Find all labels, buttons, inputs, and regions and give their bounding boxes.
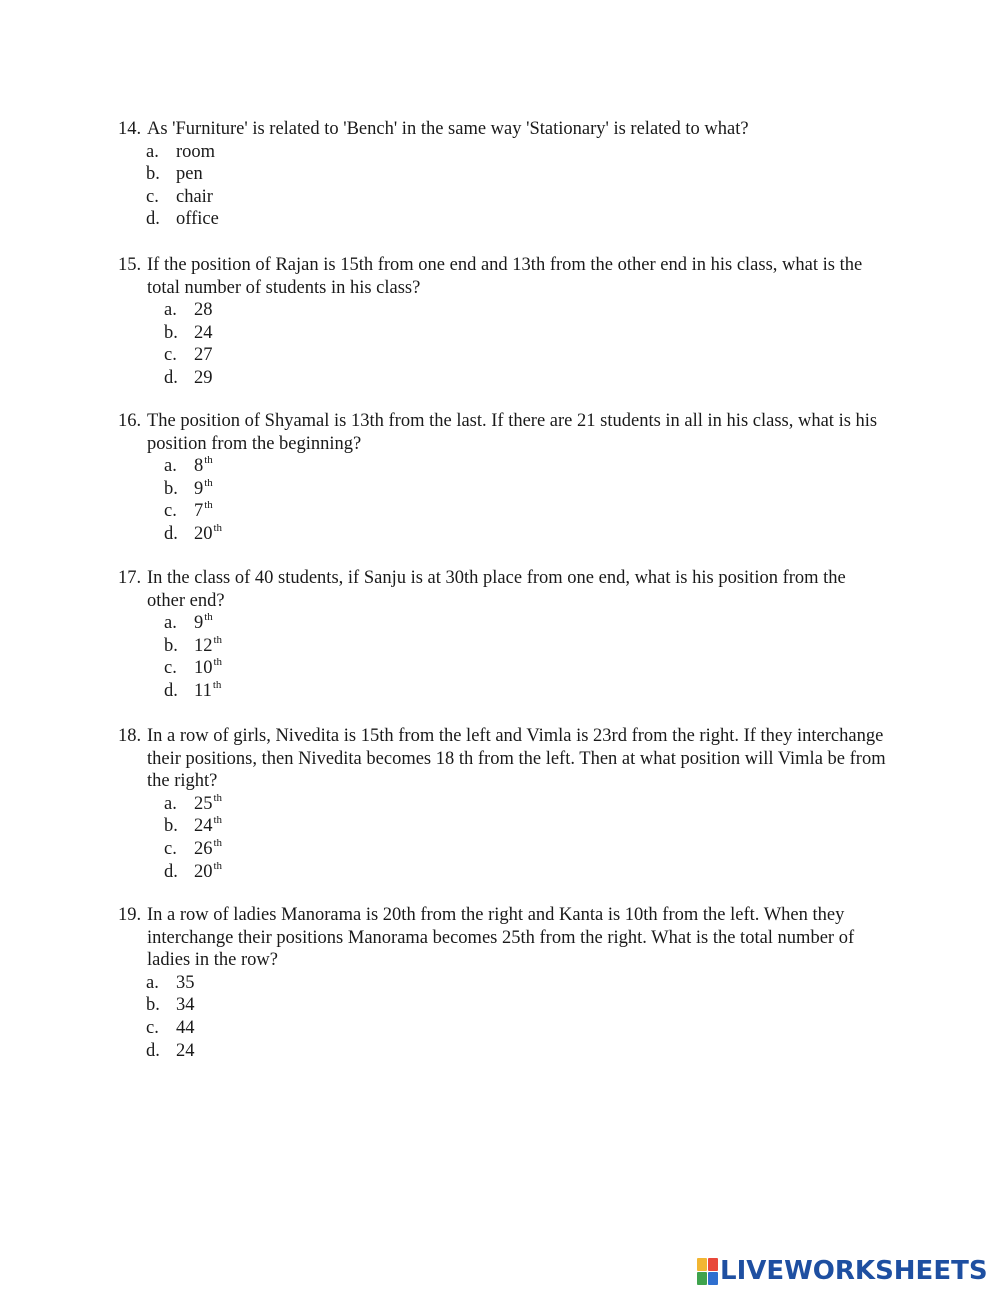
ordinal-suffix: th — [204, 499, 213, 512]
option-letter: b. — [164, 635, 178, 656]
option-b — [118, 322, 888, 345]
option-text — [176, 1040, 195, 1063]
question-text: The position of Shyamal is 13th from the last. If there are 21 students in all in his class, what is his position from the beginning? — [147, 411, 878, 454]
option-value: chair — [176, 186, 213, 207]
option-letter: a. — [164, 456, 177, 477]
option-value: 26 — [194, 838, 213, 859]
option-letter: b. — [146, 995, 160, 1016]
question-stem — [118, 254, 888, 299]
option-d — [118, 861, 888, 884]
question-stem — [118, 410, 888, 455]
option-letter: a. — [164, 300, 177, 321]
option-text — [194, 322, 213, 345]
option-letter: d. — [164, 523, 178, 544]
option-value: 24 — [194, 322, 213, 343]
option-d — [118, 523, 888, 546]
option-value: 20 — [194, 861, 213, 882]
liveworksheets-logo-icon — [697, 1258, 717, 1284]
option-letter: c. — [164, 501, 177, 522]
option-letter: a. — [164, 793, 177, 814]
option-value: 9 — [194, 478, 204, 499]
option-letter: c. — [164, 658, 177, 679]
ordinal-suffix: th — [204, 476, 213, 489]
option-a — [118, 455, 888, 478]
ordinal-suffix: th — [213, 836, 223, 849]
question-15 — [118, 254, 888, 390]
option-text — [176, 208, 219, 231]
logo-tile — [697, 1272, 707, 1285]
question-stem — [118, 118, 888, 141]
question-text: In the class of 40 students, if Sanju is at 30th place from one end, what is his position from the other end? — [147, 568, 846, 611]
option-letter: a. — [146, 141, 159, 162]
option-letter: c. — [164, 345, 177, 366]
option-a — [118, 299, 888, 322]
option-value: room — [176, 141, 216, 162]
ordinal-suffix: th — [213, 656, 223, 669]
option-letter: d. — [164, 367, 178, 388]
option-list — [118, 455, 888, 545]
option-list — [118, 972, 888, 1062]
ordinal-suffix: th — [213, 859, 223, 872]
option-text — [176, 972, 195, 995]
option-value: 25 — [194, 793, 213, 814]
option-c — [118, 1017, 888, 1040]
option-text — [194, 367, 213, 390]
logo-tile — [708, 1258, 718, 1271]
option-text — [194, 523, 222, 548]
option-c — [118, 344, 888, 367]
option-c — [118, 838, 888, 861]
option-letter: a. — [146, 972, 159, 993]
logo-tile — [708, 1272, 718, 1285]
option-letter: c. — [146, 1017, 159, 1038]
option-value: 34 — [176, 995, 195, 1016]
question-17 — [118, 567, 888, 703]
option-value: pen — [176, 164, 203, 185]
question-16 — [118, 410, 888, 546]
option-list — [118, 612, 888, 702]
option-text — [194, 612, 213, 637]
logo-tile — [697, 1258, 707, 1271]
option-value: 11 — [194, 680, 212, 701]
option-text — [194, 838, 222, 863]
option-text — [176, 141, 215, 164]
option-d — [118, 680, 888, 703]
option-a — [118, 141, 888, 164]
option-a — [118, 612, 888, 635]
option-a — [118, 793, 888, 816]
option-text — [176, 186, 213, 209]
option-c — [118, 657, 888, 680]
option-letter: d. — [164, 680, 178, 701]
option-d — [118, 208, 888, 231]
option-text — [176, 994, 195, 1017]
option-c — [118, 500, 888, 523]
option-letter: d. — [146, 1040, 160, 1061]
option-letter: b. — [164, 322, 178, 343]
question-number: 16. — [118, 411, 142, 431]
option-d — [118, 1040, 888, 1063]
liveworksheets-logo — [697, 1256, 988, 1286]
option-value: 27 — [194, 345, 213, 366]
option-value: 44 — [176, 1017, 195, 1038]
question-text: In a row of girls, Nivedita is 15th from the left and Vimla is 23rd from the right. If they interchange their positions, then Nivedita becomes 18 th from the left. Then at what position will Vimla be from the right? — [147, 726, 886, 792]
question-14 — [118, 118, 888, 231]
question-text: As 'Furniture' is related to 'Bench' in the same way 'Stationary' is related to what? — [147, 119, 749, 139]
option-text — [176, 1017, 195, 1040]
ordinal-suffix: th — [204, 611, 213, 624]
ordinal-suffix: th — [213, 791, 223, 804]
option-d — [118, 367, 888, 390]
option-text — [194, 861, 222, 886]
option-c — [118, 186, 888, 209]
option-value: 28 — [194, 300, 213, 321]
option-letter: c. — [146, 186, 159, 207]
question-19 — [118, 904, 888, 1062]
question-stem — [118, 725, 888, 793]
option-value: 10 — [194, 658, 213, 679]
option-letter: a. — [164, 613, 177, 634]
question-number: 18. — [118, 726, 142, 746]
option-letter: b. — [164, 816, 178, 837]
ordinal-suffix: th — [204, 454, 213, 467]
option-value: 12 — [194, 635, 213, 656]
option-value: 9 — [194, 613, 204, 634]
question-number: 15. — [118, 255, 142, 275]
option-value: office — [176, 209, 219, 230]
option-list — [118, 299, 888, 389]
question-18 — [118, 725, 888, 883]
ordinal-suffix: th — [213, 633, 223, 646]
ordinal-suffix: th — [213, 814, 223, 827]
option-letter: d. — [164, 861, 178, 882]
option-letter: b. — [146, 164, 160, 185]
option-letter: b. — [164, 478, 178, 499]
option-b — [118, 163, 888, 186]
option-list — [118, 793, 888, 883]
brand-text: LIVEWORKSHEETS — [720, 1256, 988, 1286]
option-b — [118, 815, 888, 838]
option-letter: c. — [164, 838, 177, 859]
ordinal-suffix: th — [212, 678, 222, 691]
question-number: 19. — [118, 905, 142, 925]
option-value: 24 — [194, 816, 213, 837]
option-b — [118, 478, 888, 501]
question-number: 17. — [118, 568, 142, 588]
option-text — [194, 500, 213, 525]
question-stem — [118, 904, 888, 972]
option-list — [118, 141, 888, 231]
option-text — [194, 299, 213, 322]
option-value: 20 — [194, 523, 213, 544]
option-b — [118, 994, 888, 1017]
option-b — [118, 635, 888, 658]
question-number: 14. — [118, 119, 142, 139]
option-value: 29 — [194, 367, 213, 388]
question-text: In a row of ladies Manorama is 20th from the right and Kanta is 10th from the left. When they interchange their positions Manorama becomes 25th from the right. What is the total number of ladies in the row? — [147, 905, 855, 971]
option-value: 7 — [194, 501, 204, 522]
option-text — [194, 344, 213, 367]
question-text: If the position of Rajan is 15th from one end and 13th from the other end in his class, what is the total number of students in his class? — [147, 255, 863, 298]
option-letter: d. — [146, 209, 160, 230]
option-a — [118, 972, 888, 995]
option-text — [176, 163, 203, 186]
ordinal-suffix: th — [213, 521, 223, 534]
option-value: 24 — [176, 1040, 195, 1061]
question-stem — [118, 567, 888, 612]
option-value: 35 — [176, 972, 195, 993]
option-value: 8 — [194, 456, 204, 477]
option-text — [194, 680, 221, 705]
